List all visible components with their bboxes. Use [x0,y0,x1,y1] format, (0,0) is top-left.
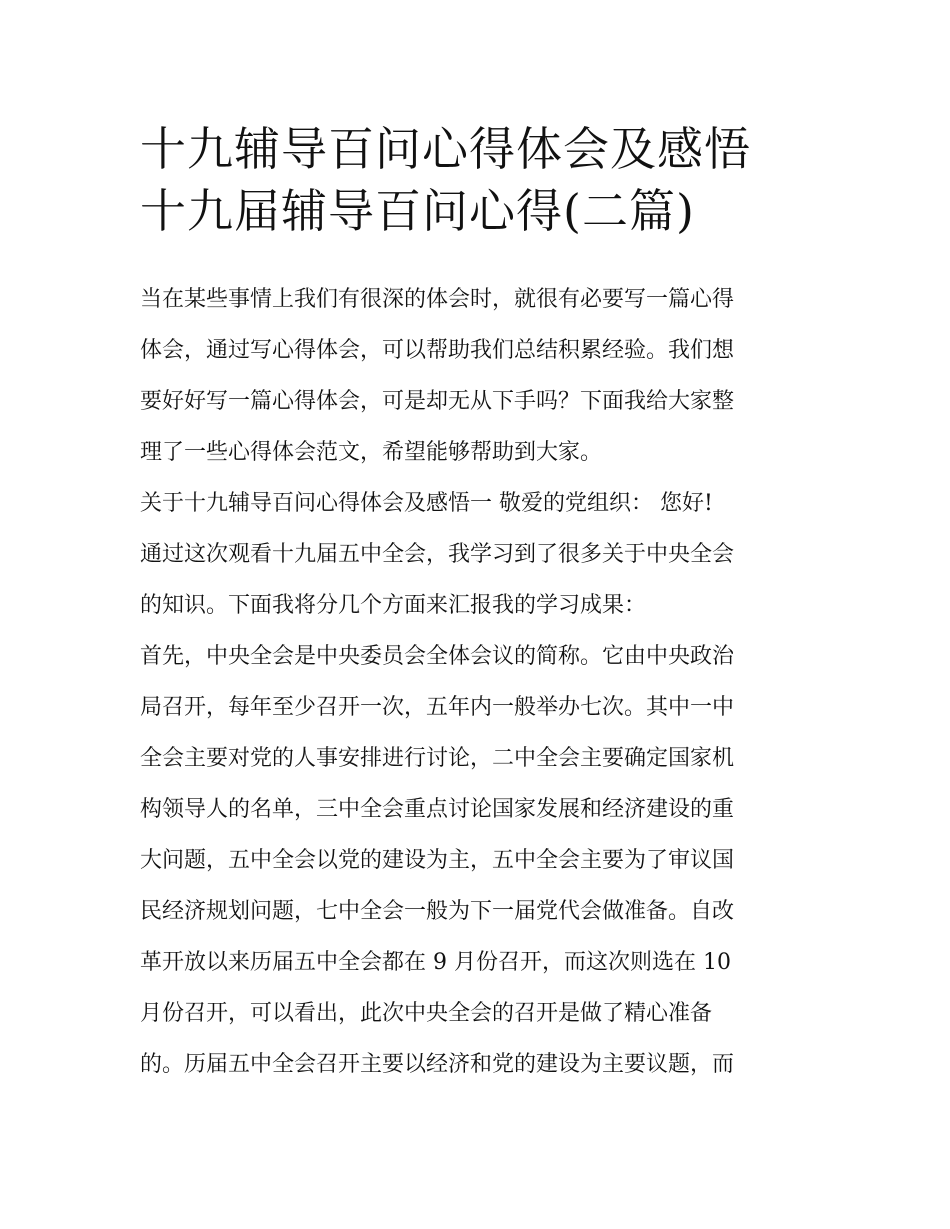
body-line: 首先，中央全会是中央委员会全体会议的简称。它由中央政治 [140,644,735,669]
body-line: 要好好写一篇心得体会，可是却无从下手吗？下面我给大家整 [140,389,735,414]
body-line: 大问题，五中全会以党的建设为主，五中全会主要为了审议国 [140,848,735,873]
body-line: 关于十九辅导百问心得体会及感悟一 敬爱的党组织： 您好! [140,491,713,516]
title-line-1: 十九辅导百问心得体会及感悟 [140,122,751,176]
title-line-2: 十九届辅导百问心得(二篇) [140,184,695,238]
body-line: 的。历届五中全会召开主要以经济和党的建设为主要议题，而 [140,1052,735,1077]
document-title [140,118,820,242]
body-line: 革开放以来历届五中全会都在 9 月份召开，而这次则选在 10 [140,950,731,975]
body-line: 理了一些心得体会范文，希望能够帮助到大家。 [140,440,603,465]
body-line: 局召开，每年至少召开一次，五年内一般举办七次。其中一中 [140,695,735,720]
body-line: 民经济规划问题，七中全会一般为下一届党代会做准备。自改 [140,899,735,924]
body-line: 通过这次观看十九届五中全会，我学习到了很多关于中央全会 [140,542,735,567]
body-line: 当在某些事情上我们有很深的体会时，就很有必要写一篇心得 [140,287,735,312]
body-line: 全会主要对党的人事安排进行讨论，二中全会主要确定国家机 [140,746,735,771]
body-line: 月份召开，可以看出，此次中央全会的召开是做了精心准备 [140,1001,713,1026]
body-line: 构领导人的名单，三中全会重点讨论国家发展和经济建设的重 [140,797,735,822]
body-line: 的知识。下面我将分几个方面来汇报我的学习成果： [140,593,647,618]
document-body [140,278,810,1094]
body-line: 体会，通过写心得体会，可以帮助我们总结积累经验。我们想 [140,338,735,363]
